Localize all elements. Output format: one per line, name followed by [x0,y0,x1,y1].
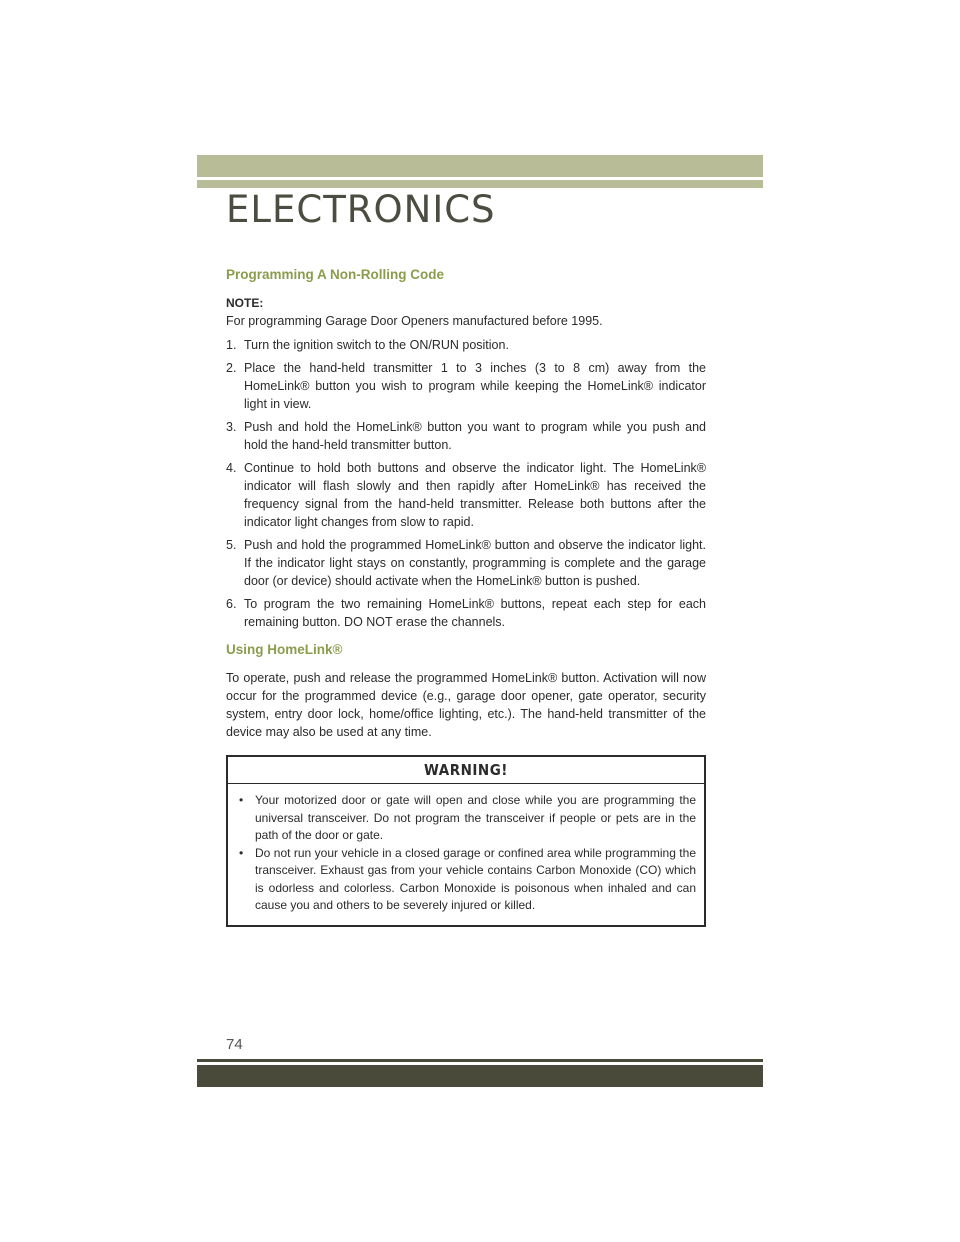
header-band [197,155,763,177]
step-text: To program the two remaining HomeLink® buttons, repeat each step for each remaining button. DO NOT erase the channels. [244,597,706,629]
warning-box [226,755,706,927]
page-content [226,266,706,927]
warning-text: Do not run your vehicle in a closed garage or confined area while programming the transceiver. Exhaust gas from your vehicle contains Carbon Monoxide (CO) which is odorless and colorless. Carbon Monoxide is poisonous when inhaled and can cause you and others to be severely injured or killed. [255,845,696,912]
usage-paragraph: To operate, push and release the programmed HomeLink® button. Activation will now occur for the programmed device (e.g., garage door opener, gate operator, security system, entry door lock, home/office lighting, etc.). The hand-held transmitter of the device may also be used at any time. [226,671,706,739]
step-number: 4. [226,461,237,475]
footer-rule [197,1059,763,1062]
warning-text: Your motorized door or gate will open and close while you are programming the universal transceiver. Do not program the transceiver if people or pets are in the path of the door or gate. [255,793,696,842]
bullet-icon: • [239,845,244,860]
step-text: Continue to hold both buttons and observe the indicator light. The HomeLink® indicator will flash slowly and then rapidly after HomeLink® has received the frequency signal from the hand-held transmitter. Release both buttons after the indicator light changes from slow to rapid. [244,461,706,529]
header-rule [197,180,763,188]
step-number: 6. [226,597,237,611]
step-item [226,595,706,631]
note-text: For programming Garage Door Openers manufactured before 1995. [226,314,603,328]
step-number: 5. [226,538,237,552]
warning-title: WARNING! [228,757,704,784]
step-item [226,359,706,413]
step-item [226,536,706,590]
heading-non-rolling-code: Programming A Non-Rolling Code [226,267,444,282]
step-text: Push and hold the programmed HomeLink® button and observe the indicator light. If the indicator light stays on constantly, programming is complete and the garage door (or device) should activate when the HomeLink® button is pushed. [244,538,706,588]
bullet-icon: • [239,793,244,807]
step-number: 1. [226,338,237,352]
page-number: 74 [226,1036,243,1053]
heading-using-homelink: Using HomeLink® [226,642,343,657]
warning-list [236,792,696,915]
step-item [226,459,706,531]
footer-band [197,1065,763,1087]
step-item [226,418,706,454]
programming-steps [226,336,706,631]
step-text: Push and hold the HomeLink® button you want to program while you push and hold the hand-held transmitter button. [244,420,706,452]
section-title: ELECTRONICS [226,188,496,231]
warning-item [236,845,696,915]
step-item [226,336,706,354]
step-number: 3. [226,420,237,434]
step-text: Turn the ignition switch to the ON/RUN position. [244,338,509,352]
warning-item [236,792,696,845]
step-text: Place the hand-held transmitter 1 to 3 inches (3 to 8 cm) away from the HomeLink® button you wish to program while keeping the HomeLink® indicator light in view. [244,361,706,411]
step-number: 2. [226,361,237,375]
note-label: NOTE: [226,296,264,310]
